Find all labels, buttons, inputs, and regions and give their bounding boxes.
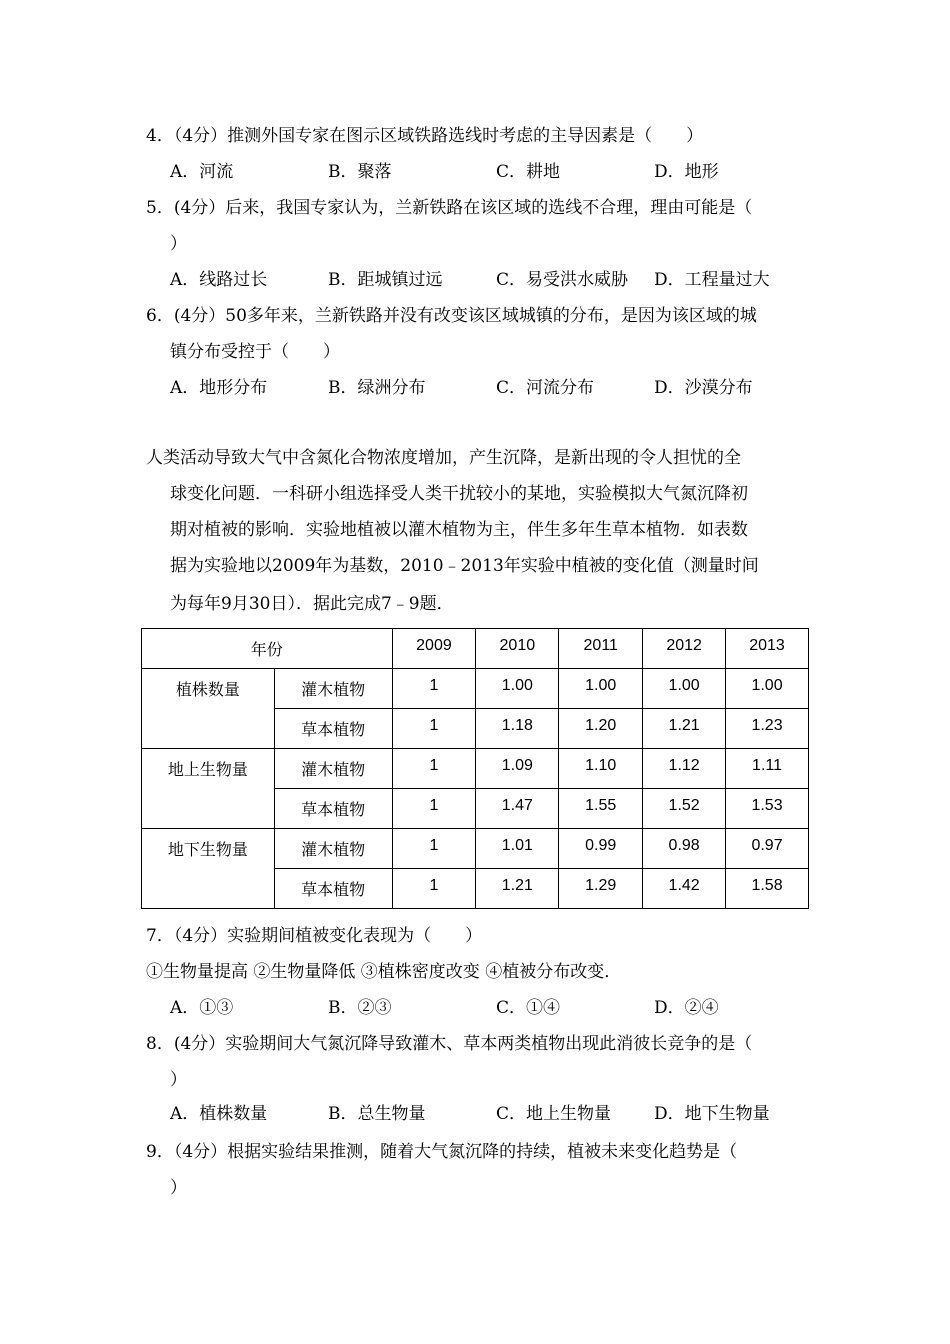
passage-line-3: 期对植被的影响．实验地植被以灌木植物为主，伴生多年生草本植物．如表数 [170,520,748,540]
table-row-type: 草本植物 [274,709,392,749]
table-cell: 0.99 [559,829,643,869]
q7-stem: 7．（4分）实验期间植被变化表现为（ ） [146,926,483,946]
table-cell: 1.21 [643,709,726,749]
q5-option-a: A．线路过长 [170,270,268,290]
table-header-year-label: 年份 [142,629,393,669]
q6-option-c: C．河流分布 [496,378,595,398]
table-cell: 1.00 [476,669,559,709]
q7-option-c: C．①④ [496,998,561,1018]
q9-stem-cont: ） [170,1178,187,1198]
table-cell: 1.00 [643,669,726,709]
q5-stem-cont: ） [170,234,187,254]
q5-option-b: B．距城镇过远 [328,270,443,290]
table-cell: 1.00 [726,669,809,709]
table-cell: 1.00 [559,669,643,709]
table-cell: 1.18 [476,709,559,749]
q8-option-b: B．总生物量 [328,1104,426,1124]
table-header-year: 2012 [643,629,726,669]
table-cell: 1 [392,869,476,909]
table-cell: 0.98 [643,829,726,869]
q5-stem: 5．(4分）后来，我国专家认为，兰新铁路在该区域的选线不合理，理由可能是（ [146,198,753,218]
passage-line-5: 为每年9月30日）．据此完成7﹣9题． [170,594,454,614]
table-header-year: 2009 [392,629,476,669]
table-group-name: 地上生物量 [142,749,275,829]
table-cell: 0.97 [726,829,809,869]
passage-line-4: 据为实验地以2009年为基数，2010﹣2013年实验中植被的变化值（测量时间 [170,556,759,576]
table-cell: 1.01 [476,829,559,869]
table-header-year: 2011 [559,629,643,669]
q4-option-c: C．耕地 [496,162,561,182]
table-header-year: 2010 [476,629,559,669]
table-cell: 1 [392,829,476,869]
table-row-type: 草本植物 [274,789,392,829]
table-cell: 1.10 [559,749,643,789]
q7-option-a: A．①③ [170,998,234,1018]
q4-option-d: D．地形 [654,162,719,182]
table-cell: 1.21 [476,869,559,909]
passage-line-2: 球变化问题．一科研小组选择受人类干扰较小的某地，实验模拟大气氮沉降初 [170,484,748,504]
table-cell: 1.09 [476,749,559,789]
table-row-type: 灌木植物 [274,829,392,869]
table-cell: 1.42 [643,869,726,909]
table-cell: 1.53 [726,789,809,829]
table-cell: 1.11 [726,749,809,789]
q6-stem-cont: 镇分布受控于（ ） [170,342,340,362]
q5-option-c: C．易受洪水威胁 [496,270,629,290]
table-cell: 1 [392,749,476,789]
table-group-name: 地下生物量 [142,829,275,909]
table-cell: 1.47 [476,789,559,829]
table-cell: 1 [392,709,476,749]
table-row [142,829,809,869]
table-group-name: 植株数量 [142,669,275,749]
table-cell: 1.58 [726,869,809,909]
table-cell: 1.55 [559,789,643,829]
table-header-year: 2013 [726,629,809,669]
table-header-row [142,629,809,669]
q8-option-c: C．地上生物量 [496,1104,612,1124]
table-cell: 1 [392,669,476,709]
q8-option-a: A．植株数量 [170,1104,268,1124]
q8-stem-cont: ） [170,1070,187,1090]
table-row-type: 灌木植物 [274,749,392,789]
table-cell: 1.29 [559,869,643,909]
q6-option-d: D．沙漠分布 [654,378,753,398]
q7-option-d: D．②④ [654,998,719,1018]
table-row [142,749,809,789]
q6-option-a: A．地形分布 [170,378,268,398]
q6-stem: 6．(4分）50多年来，兰新铁路并没有改变该区域城镇的分布，是因为该区域的城 [146,306,757,326]
q6-option-b: B．绿洲分布 [328,378,426,398]
table-cell: 1.23 [726,709,809,749]
q8-option-d: D．地下生物量 [654,1104,770,1124]
table-row-type: 灌木植物 [274,669,392,709]
q7-statements: ①生物量提高 ②生物量降低 ③植株密度改变 ④植被分布改变． [146,962,622,982]
q5-option-d: D．工程量过大 [654,270,770,290]
table-cell: 1.52 [643,789,726,829]
table-row-type: 草本植物 [274,869,392,909]
table-cell: 1.12 [643,749,726,789]
q4-option-a: A．河流 [170,162,234,182]
table-cell: 1 [392,789,476,829]
q9-stem: 9．（4分）根据实验结果推测，随着大气氮沉降的持续，植被未来变化趋势是（ [146,1142,738,1162]
passage-line-1: 人类活动导致大气中含氮化合物浓度增加，产生沉降，是新出现的令人担忧的全 [146,448,741,468]
q4-option-b: B．聚落 [328,162,392,182]
q7-option-b: B．②③ [328,998,392,1018]
q4-stem: 4．（4分）推测外国专家在图示区域铁路选线时考虑的主导因素是（ ） [146,126,704,146]
table-cell: 1.20 [559,709,643,749]
q8-stem: 8．(4分）实验期间大气氮沉降导致灌木、草本两类植物出现此消彼长竞争的是（ [146,1034,753,1054]
table-row [142,669,809,709]
vegetation-table [141,628,809,909]
